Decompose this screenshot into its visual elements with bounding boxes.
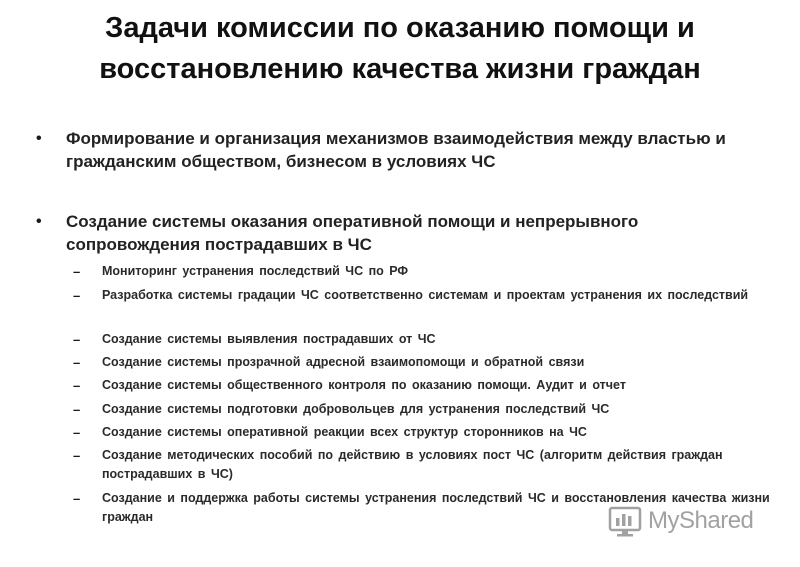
slide-title: Задачи комиссии по оказанию помощи и восстановлению качества жизни граждан [99, 12, 701, 85]
bullet-item [36, 127, 756, 173]
bullet-text: Создание системы оказания оперативной помощи и непрерывного сопровождения пострадавших в ЧС [66, 212, 639, 254]
sub-item [73, 330, 773, 349]
sub-item-text: Создание и поддержка работы системы устранения последствий ЧС и восстановления качества жизни граждан [102, 491, 770, 524]
sub-item-text: Разработка системы градации ЧС соответственно системам и проектам устранения их последствий [102, 288, 749, 302]
sub-item-marker: – [73, 264, 81, 279]
sub-item-text: Создание системы оперативной реакции всех структур сторонников на ЧС [102, 425, 587, 439]
sub-item-text: Создание методических пособий по действию в условиях пост ЧС (алгоритм действия граждан пострадавших в ЧС) [102, 448, 723, 481]
sub-item-text: Мониторинг устранения последствий ЧС по РФ [102, 264, 409, 278]
sub-item-marker: – [73, 378, 81, 393]
bullet-marker: • [36, 130, 42, 147]
sub-item-marker: – [73, 491, 81, 506]
sub-item-text: Создание системы выявления пострадавших от ЧС [102, 332, 436, 346]
sub-item-marker: – [73, 425, 81, 440]
sub-item [73, 423, 773, 442]
bullet-marker: • [36, 213, 42, 230]
sub-item [73, 353, 773, 372]
bullet-item [36, 210, 756, 256]
sub-item [73, 376, 773, 395]
sub-item-marker: – [73, 332, 81, 347]
sub-item-text: Создание системы подготовки добровольцев для устранения последствий ЧС [102, 402, 610, 416]
sub-item-marker: – [73, 288, 81, 303]
sub-item-marker: – [73, 448, 81, 463]
sub-item-marker: – [73, 402, 81, 417]
sub-item-marker: – [73, 355, 81, 370]
sub-item [73, 262, 773, 281]
bullet-text: Формирование и организация механизмов взаимодействия между властью и гражданским обществом, бизнесом в условиях ЧС [66, 129, 726, 171]
sub-item-text: Создание системы прозрачной адресной взаимопомощи и обратной связи [102, 355, 585, 369]
sub-item [73, 400, 773, 419]
myshared-logo-icon [608, 504, 642, 538]
watermark-text: MyShared [648, 507, 754, 534]
myshared-watermark [608, 503, 753, 539]
sub-item [73, 446, 773, 484]
sub-item [73, 286, 773, 305]
sub-item-text: Создание системы общественного контроля по оказанию помощи. Аудит и отчет [102, 378, 626, 392]
